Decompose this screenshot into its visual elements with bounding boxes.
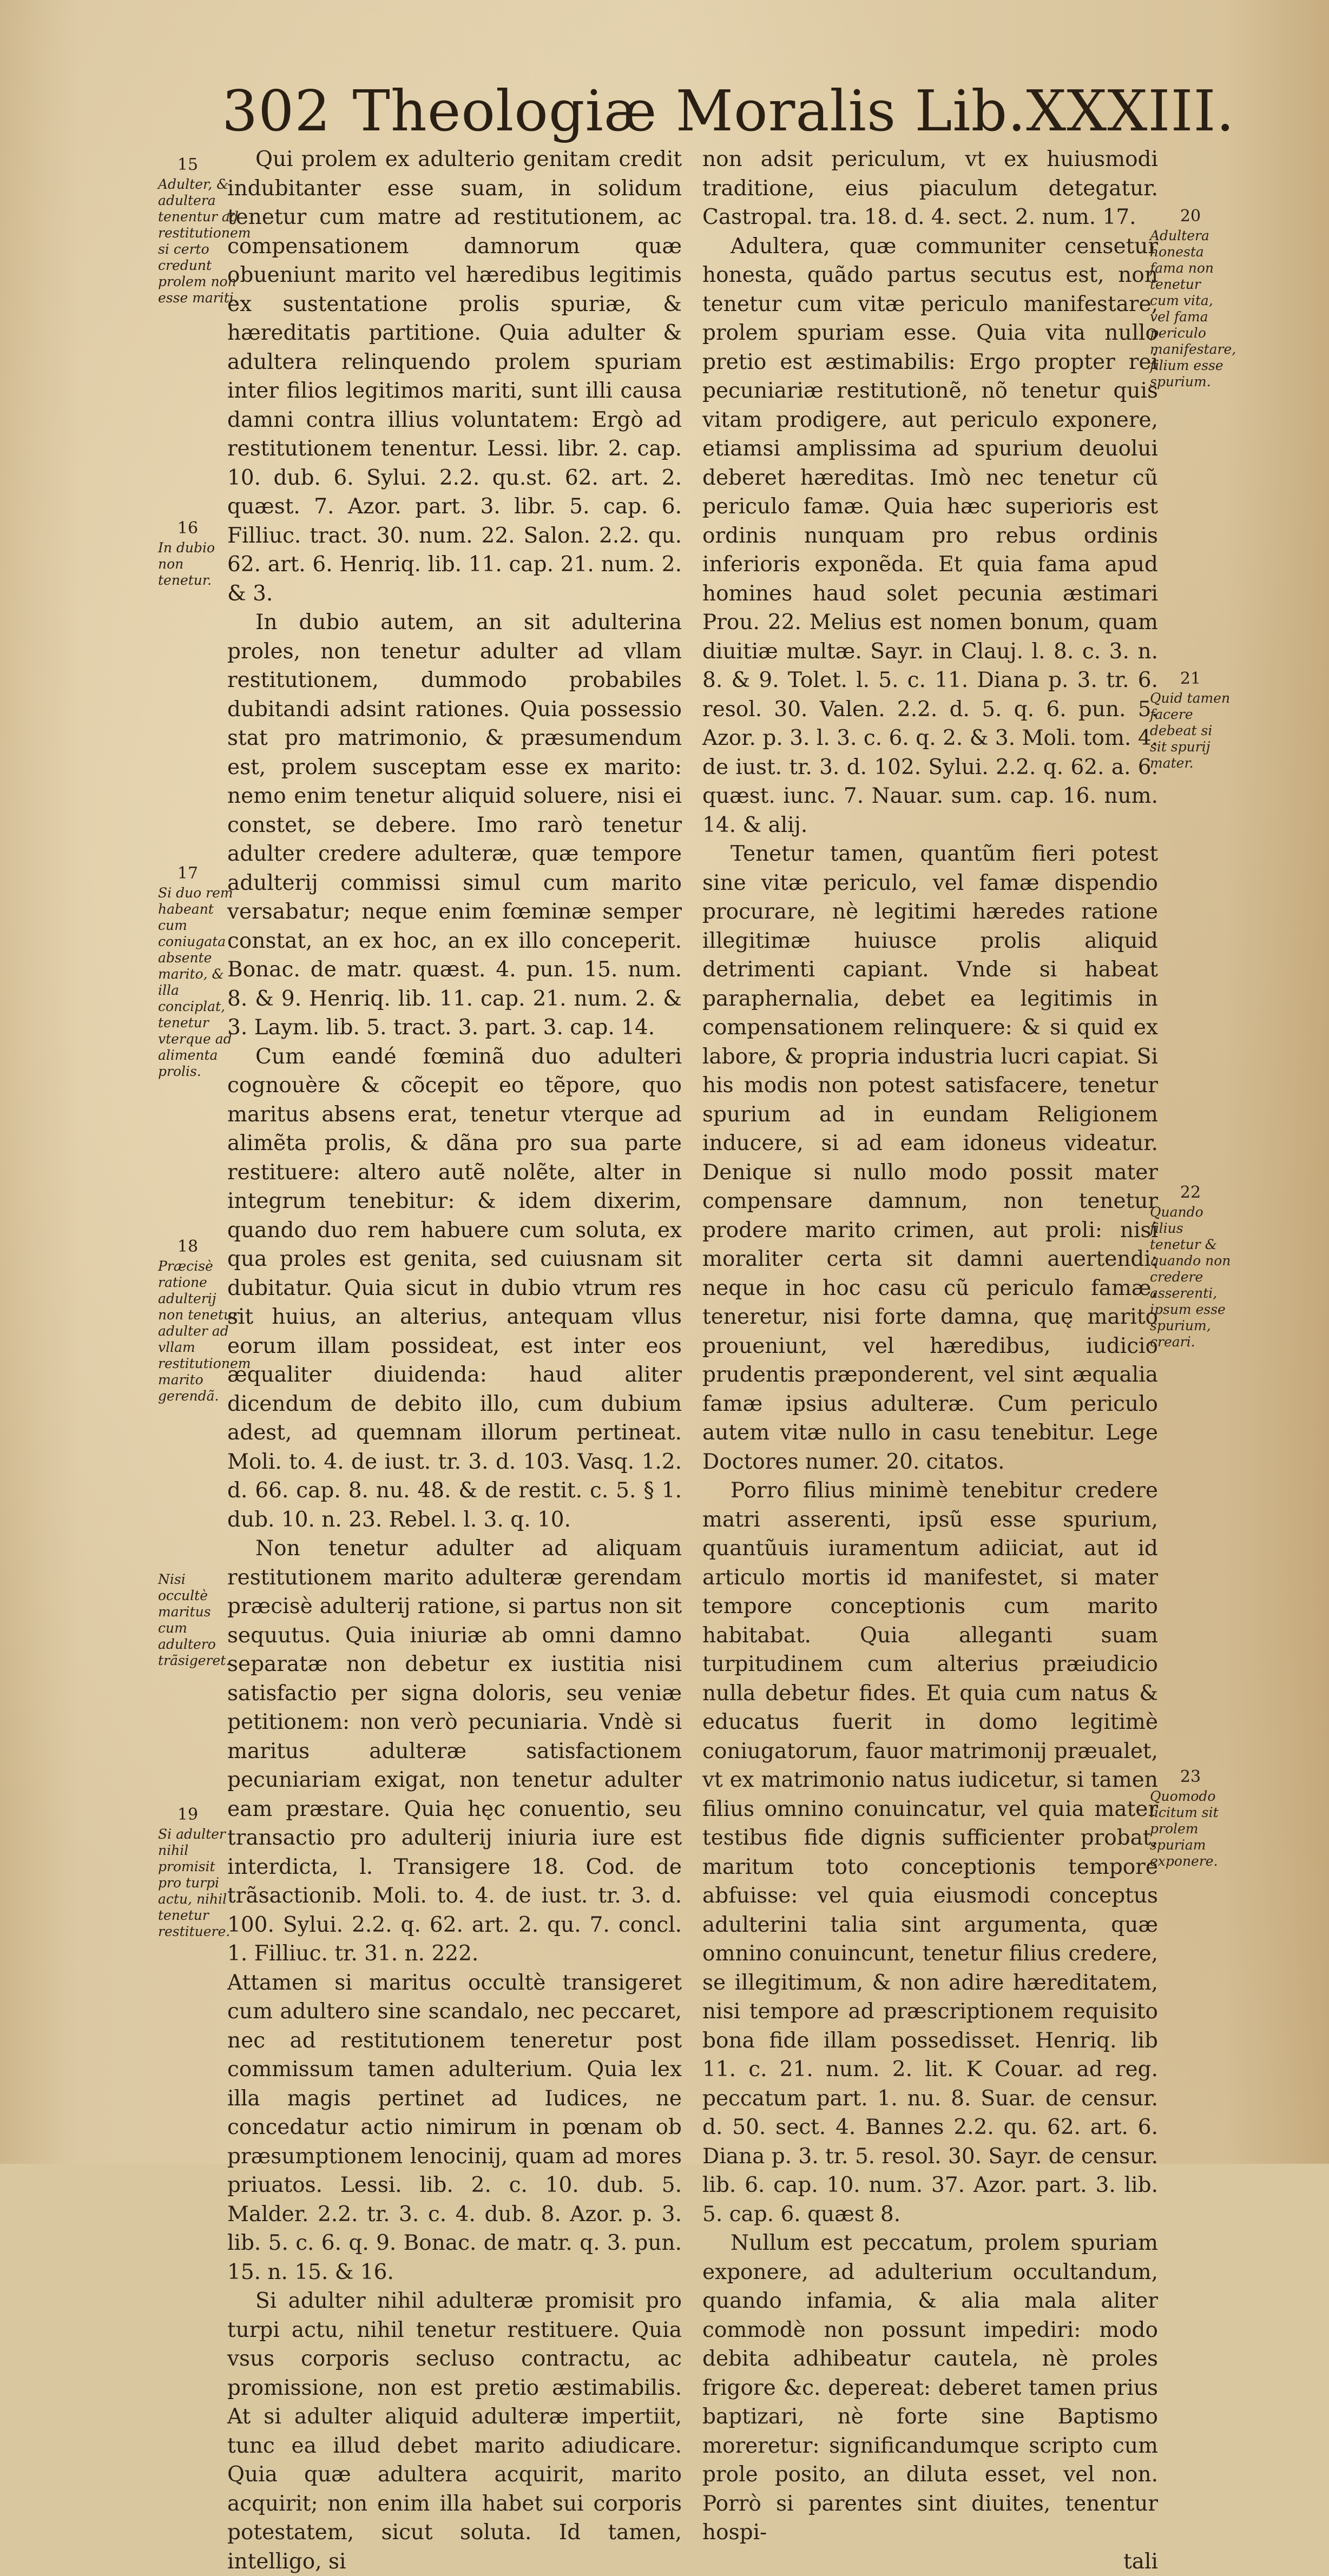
margin-note-number: 23 bbox=[1150, 1769, 1231, 1785]
margin-note-number: 21 bbox=[1150, 671, 1231, 687]
margin-note-number: 20 bbox=[1150, 208, 1231, 224]
margin-note-text: Si adulter nihil promisit pro turpi actu, nihil tenetur restituere. bbox=[158, 1826, 230, 1939]
margin-note-number: 16 bbox=[158, 520, 218, 537]
paragraph-20: Adultera, quæ communiter censetur honesta, quãdo partus secutus est, non tenetur cum vitæ periculo manifestare, prolem spuriam esse. Quia vita nullo pretio est æstimabilis: Ergo propter rei pecuniariæ restitutionẽ, nõ tenetur quis vitam prodigere, aut periculo exponere, etiamsi amplissima ad spurium deuolui deberet hæreditas. Imò nec tenetur cũ periculo famæ. Quia hæc superioris est ordinis nunquam pro rebus ordinis inferioris exponẽda. Et quia fama apud homines haud solet pecunia æstimari Prou. 22. Melius est nomen bonum, quam diuitiæ multæ. Sayr. in Clauj. l. 8. c. 3. n. 8. & 9. Tolet. l. 5. c. 11. Diana p. 3. tr. 6. resol. 30. Valen. 2.2. d. 5. q. 6. pun. 5. Azor. p. 3. l. 3. c. 6. q. 2. & 3. Moli. tom. 4. de iust. tr. 3. d. 102. Sylui. 2.2. q. 62. a. 6. quæst. iunc. 7. Nauar. sum. cap. 16. num. 14. & alij. bbox=[702, 232, 1158, 840]
margin-note-23 bbox=[1150, 1769, 1231, 1870]
margin-note-16 bbox=[158, 520, 239, 589]
margin-note-number: 22 bbox=[1150, 1185, 1231, 1201]
running-header bbox=[222, 76, 1142, 146]
margin-note-text: Nisi occultè maritus cum adultero trãsigeret. bbox=[158, 1571, 230, 1668]
margin-note-number: 17 bbox=[158, 866, 218, 882]
paragraph-23: Nullum est peccatum, prolem spuriam exponere, ad adulterium occultandum, quando infamia, & alia mala aliter commodè non possunt impediri: modo debita adhibeatur cautela, nè proles frigore &c. depereat: deberet tamen prius baptizari, nè forte sine Baptismo moreretur: significandumque scripto cum prole posito, an diluta esset, vel non. Porrò si parentes sint diuites, tenentur hospi- bbox=[702, 2229, 1158, 2547]
margin-note-19 bbox=[158, 1807, 239, 1940]
margin-note-text: Si duo rem habeant cum coniugata absente marito, & illa conciplat, tenetur vterque ad alimenta prolis. bbox=[158, 885, 233, 1079]
margin-note-text: In dubio non tenetur. bbox=[158, 540, 215, 588]
running-title: Theologiæ Moralis Lib.XXXIII. bbox=[353, 78, 1235, 144]
paragraph-15: Qui prolem ex adulterio genitam credit indubitanter esse suam, in solidum tenetur cum matre ad restitutionem, ac compensationem damnorum quæ obueniunt marito vel hæredibus legitimis ex sustentatione prolis spuriæ, & hæreditatis partitione. Quia adulter & adultera relinquendo prolem spuriam inter filios legitimos mariti, sunt illi causa damni contra illius voluntatem: Ergò ad restitutionem tenentur. Lessi. libr. 2. cap. 10. dub. 6. Sylui. 2.2. qu.st. 62. art. 2. quæst. 7. Azor. part. 3. libr. 5. cap. 6. Filliuc. tract. 30. num. 22. Salon. 2.2. qu. 62. art. 6. Henriq. lib. 11. cap. 21. num. 2. & 3. bbox=[227, 145, 682, 608]
left-column bbox=[227, 145, 682, 2049]
margin-note-18 bbox=[158, 1239, 239, 1404]
margin-note-number: 19 bbox=[158, 1807, 218, 1823]
margin-note-text: Quid tamen facere debeat si sit spurij mater. bbox=[1150, 690, 1230, 771]
paragraph-22: Porro filius minimè tenebitur credere matri asserenti, ipsũ esse spurium, quantũuis iuramentum adiiciat, aut id articulo mortis id manifestet, si mater tempore conceptionis cum marito habitabat. Quia alleganti suam turpitudinem cum alterius præiudicio nulla debetur fides. Et quia cum natus & educatus fuerit in domo legitimè coniugatorum, fauor matrimonij præualet, vt ex matrimonio natus iudicetur, si tamen filius omnino conuincatur, vel quia mater testibus fide dignis sufficienter probat, maritum toto conceptionis tempore abfuisse: vel quia eiusmodi conceptus adulterini talia sint argumenta, quæ omnino conuincunt, tenetur filius credere, se illegitimum, & non adire hæreditatem, nisi tempore ad præscriptionem requisito bona fide illam possedisset. Henriq. lib 11. c. 21. num. 2. lit. K Couar. ad reg. peccatum part. 1. nu. 8. Suar. de censur. d. 50. sect. 4. Bannes 2.2. qu. 62. art. 6. Diana p. 3. tr. 5. resol. 30. Sayr. de censur. lib. 6. cap. 10. num. 37. Azor. part. 3. lib. 5. cap. 6. quæst 8. bbox=[702, 1476, 1158, 2229]
margin-note-20 bbox=[1150, 208, 1231, 390]
paragraph-19: Si adulter nihil adulteræ promisit pro turpi actu, nihil tenetur restituere. Quia vsus corporis secluso contractu, ac promissione, non est pretio æstimabilis. At si adulter aliquid adulteræ impertiit, tunc ea illud debet marito adiudicare. Quia quæ adultera acquirit, marito acquirit; non enim illa habet sui corporis potestatem, sicut soluta. Id tamen, intelligo, si bbox=[227, 2287, 682, 2576]
margin-note-21 bbox=[1150, 671, 1231, 771]
margin-note-number: 18 bbox=[158, 1239, 218, 1255]
margin-note-text: Quando filius tenetur & quando non credere asserenti, ipsum esse spurium, creari. bbox=[1150, 1204, 1231, 1350]
catchword: tali bbox=[702, 2547, 1158, 2576]
paragraph-17: Cum eandé fœminã duo adulteri cognouère & cõcepit eo tẽpore, quo maritus absens erat, tenetur vterque ad alimẽta prolis, & dãna pro sua parte restituere: altero autẽ nolẽte, alter in integrum tenebitur: & idem dixerim, quando duo rem habuere cum soluta, ex qua proles est genita, sed cuiusnam sit dubitatur. Quia sicut in dubio vtrum res sit huius, an alterius, antequam vllus eorum illam possideat, est inter eos æqualiter diuidenda: haud aliter dicendum de debito illo, cum dubium adest, ad quemnam illorum pertineat. Moli. to. 4. de iust. tr. 3. d. 103. Vasq. 1.2. d. 66. cap. 8. nu. 48. & de restit. c. 5. § 1. dub. 10. n. 23. Rebel. l. 3. q. 10. bbox=[227, 1042, 682, 1535]
paragraph-18b: Attamen si maritus occultè transigeret cum adultero sine scandalo, nec peccaret, nec ad restitutionem teneretur post commissum tamen adulterium. Quia lex illa magis pertinet ad Iudices, ne concedatur actio nimirum in pœnam ob præsumptionem lenocinij, quam ad mores priuatos. Lessi. lib. 2. c. 10. dub. 5. Malder. 2.2. tr. 3. c. 4. dub. 8. Azor. p. 3. lib. 5. c. 6. q. 9. Bonac. de matr. q. 3. pun. 15. n. 15. & 16. bbox=[227, 1969, 682, 2287]
margin-note-text: Præcisè ratione adulterij non tenetur adulter ad vllam restitutionem marito gerendã. bbox=[158, 1258, 251, 1404]
page-number: 302 bbox=[222, 78, 331, 144]
margin-note-15 bbox=[158, 157, 239, 306]
margin-note-22 bbox=[1150, 1185, 1231, 1350]
margin-note-text: Quomodo licitum sit prolem spuriam exponere. bbox=[1150, 1788, 1219, 1869]
margin-note-text: Adulter, & adultera tenentur ad restitutionem si certo credunt prolem non esse mariti. bbox=[158, 176, 251, 306]
margin-note-18b bbox=[158, 1571, 239, 1669]
paragraph-16: In dubio autem, an sit adulterina proles, non tenetur adulter ad vllam restitutionem, dummodo probabiles dubitandi adsint rationes. Quia possessio stat pro matrimonio, & præsumendum est, prolem susceptam esse ex marito: nemo enim tenetur aliquid soluere, nisi ei constet, se debere. Imo rarò tenetur adulter credere adulteræ, quæ tempore adulterij commissi simul cum marito versabatur; neque enim fœminæ semper constat, an ex hoc, an ex illo conceperit. Bonac. de matr. quæst. 4. pun. 15. num. 8. & 9. Henriq. lib. 11. cap. 21. num. 2. & 3. Laym. lib. 5. tract. 3. part. 3. cap. 14. bbox=[227, 608, 682, 1042]
paragraph-18: Non tenetur adulter ad aliquam restitutionem marito adulteræ gerendam præcisè adulterij ratione, si partus non sit sequutus. Quia iniuriæ ab omni damno separatæ non debetur ex iustitia nisi satisfactio per signa doloris, seu veniæ petitionem: non verò pecuniaria. Vndè si maritus adulteræ satisfactionem pecuniariam exigat, non tenetur adulter eam præstare. Quia hęc conuentio, seu transactio pro adulterij iniuria iure est interdicta, l. Transigere 18. Cod. de trãsactionib. Moli. to. 4. de iust. tr. 3. d. 100. Sylui. 2.2. q. 62. art. 2. qu. 7. concl. 1. Filliuc. tr. 31. n. 222. bbox=[227, 1534, 682, 1969]
margin-note-17 bbox=[158, 866, 239, 1080]
paragraph-21: Tenetur tamen, quantũm fieri potest sine vitæ periculo, vel famæ dispendio procurare, nè legitimi hæredes ratione illegitimæ huiusce prolis aliquid detrimenti capiant. Vnde si habeat paraphernalia, debet ea legitimis in compensationem relinquere: & si quid ex labore, & propria industria lucri capiat. Si his modis non potest satisfacere, tenetur spurium ad in eundam Religionem inducere, si ad eam idoneus videatur. Denique si nullo modo possit mater compensare damnum, non tenetur prodere marito crimen, aut proli: nisi moraliter certa sit damni auertendi: neque in hoc casu cũ periculo famæ, teneretur, nisi forte damna, quę marito proueniunt, vel hæredibus, iudicio prudentis præponderent, vel sint æqualia famæ ipsius adulteræ. Cum periculo autem vitæ nullo in casu tenebitur. Lege Doctores numer. 20. citatos. bbox=[702, 840, 1158, 1476]
right-column bbox=[702, 145, 1158, 2049]
margin-note-text: Adultera honesta fama non tenetur cum vita, vel fama periculo manifestare, filium esse spurium. bbox=[1150, 228, 1236, 389]
margin-note-number: 15 bbox=[158, 157, 218, 173]
paragraph-19-cont: non adsit periculum, vt ex huiusmodi traditione, eius piaculum detegatur. Castropal. tra. 18. d. 4. sect. 2. num. 17. bbox=[702, 145, 1158, 232]
